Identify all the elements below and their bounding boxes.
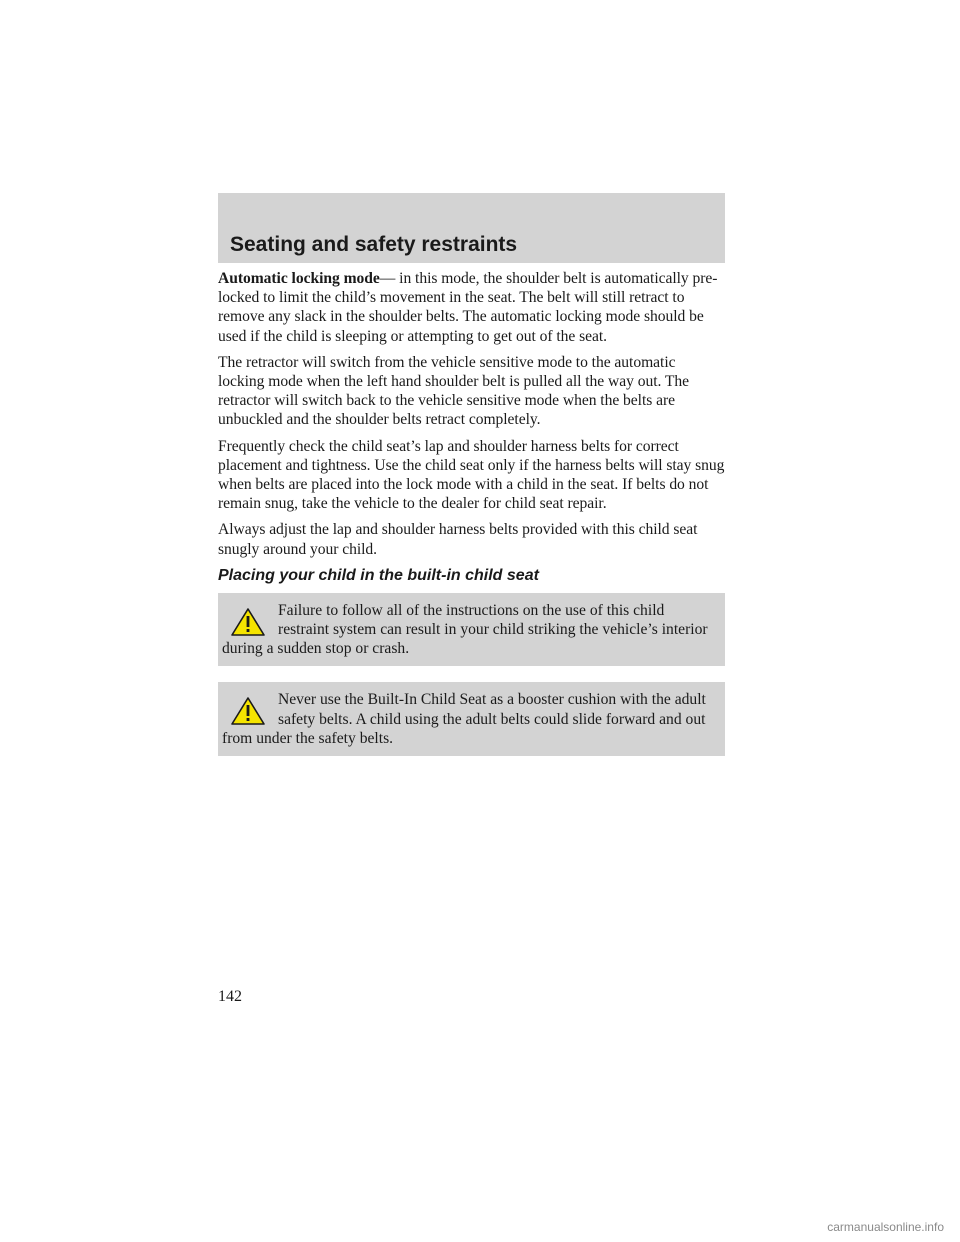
warning-triangle-icon — [230, 696, 266, 726]
paragraph-adjust-belts: Always adjust the lap and shoulder harness belts provided with this child seat snugly around your child. — [218, 521, 698, 558]
page-content — [218, 269, 725, 772]
paragraph-lead-term: Automatic locking mode — [218, 270, 380, 287]
section-title: Seating and safety restraints — [230, 233, 518, 256]
paragraph-check-belts: Frequently check the child seat’s lap and shoulder harness belts for correct placement and tightness. Use the child seat only if the harness belts will stay snug when belts are placed into the lock mode with a child in the seat. If belts do not remain snug, take the vehicle to the dealer for child seat repair. — [218, 437, 725, 513]
subheading-placing-child: Placing your child in the built-in child seat — [218, 566, 539, 584]
paragraph-text: — in this mode, the shoulder belt is automatically pre-locked to limit the child’s movement in the seat. The belt will still retract to remove any slack in the shoulder belts. The automatic locking mode should be used if the child is sleeping or attempting to get out of the seat. — [218, 270, 718, 345]
warning-box-1 — [218, 593, 725, 667]
section-header-band — [218, 193, 725, 263]
page-number: 142 — [218, 988, 242, 1005]
watermark: carmanualsonline.info — [827, 1220, 944, 1234]
warning-triangle-icon — [230, 607, 266, 637]
paragraph-retractor-switch: The retractor will switch from the vehicle sensitive mode to the automatic locking mode when the left hand shoulder belt is pulled all the way out. The retractor will switch back to the vehicle sensitive mode when the belts are unbuckled and the shoulder belts retract completely. — [218, 353, 689, 429]
paragraph-automatic-locking-mode — [218, 269, 725, 346]
warning-text-1: Failure to follow all of the instructions on the use of this child restraint system can result in your child striking the vehicle’s interior during a sudden stop or crash. — [222, 601, 708, 658]
warning-box-2 — [218, 682, 725, 756]
warning-text-2: Never use the Built-In Child Seat as a booster cushion with the adult safety belts. A child using the adult belts could slide forward and out from under the safety belts. — [222, 691, 706, 747]
